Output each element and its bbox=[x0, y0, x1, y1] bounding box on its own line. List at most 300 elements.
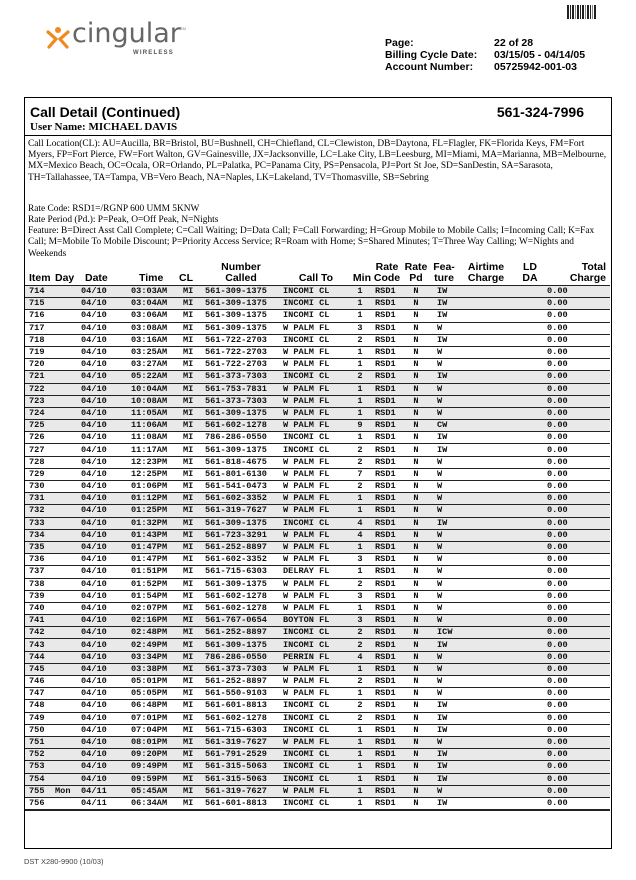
cell-cl: MI bbox=[179, 420, 203, 432]
cell-number: 561-309-1375 bbox=[203, 639, 279, 651]
cell-feature: W bbox=[429, 578, 459, 590]
brand-sub: WIRELESS bbox=[133, 50, 174, 56]
cell-rate-code: RSD1 bbox=[371, 761, 403, 773]
cell-feature: IW bbox=[429, 444, 459, 456]
cell-cl: MI bbox=[179, 359, 203, 371]
cell-number: 561-602-1278 bbox=[203, 590, 279, 602]
cell-item: 727 bbox=[25, 444, 55, 456]
cell-cl: MI bbox=[179, 639, 203, 651]
cell-date: 04/10 bbox=[81, 371, 121, 383]
cell-min: 1 bbox=[349, 663, 371, 675]
cell-time: 01:51PM bbox=[121, 566, 179, 578]
cell-rate-code: RSD1 bbox=[371, 541, 403, 553]
cell-airtime bbox=[459, 724, 513, 736]
cell-time: 01:25PM bbox=[121, 505, 179, 517]
cell-date: 04/10 bbox=[81, 627, 121, 639]
cell-min: 3 bbox=[349, 590, 371, 602]
cell-call-to: INCOMI CL bbox=[279, 286, 349, 298]
cell-day bbox=[55, 602, 81, 614]
col-day: Day bbox=[55, 272, 75, 284]
account-info bbox=[385, 37, 585, 73]
rate-period-legend: Rate Period (Pd.): P=Peak, O=Off Peak, N=Nights bbox=[28, 215, 219, 226]
cell-rate-pd: N bbox=[403, 602, 429, 614]
cell-number: 561-315-5063 bbox=[203, 773, 279, 785]
cell-call-to: DELRAY FL bbox=[279, 566, 349, 578]
cell-feature: W bbox=[429, 346, 459, 358]
cell-date: 04/10 bbox=[81, 749, 121, 761]
cell-rate-pd: N bbox=[403, 736, 429, 748]
cell-number: 561-602-1278 bbox=[203, 712, 279, 724]
cell-airtime bbox=[459, 761, 513, 773]
cell-airtime bbox=[459, 346, 513, 358]
cell-date: 04/10 bbox=[81, 346, 121, 358]
cell-cl: MI bbox=[179, 785, 203, 797]
cell-date: 04/10 bbox=[81, 529, 121, 541]
cell-total: 0.00 bbox=[547, 346, 610, 358]
cell-item: 754 bbox=[25, 773, 55, 785]
cell-total: 0.00 bbox=[547, 541, 610, 553]
cell-airtime bbox=[459, 615, 513, 627]
cell-date: 04/10 bbox=[81, 615, 121, 627]
cell-call-to: W PALM FL bbox=[279, 383, 349, 395]
cell-day: Mon bbox=[55, 785, 81, 797]
cell-call-to: INCOMI CL bbox=[279, 627, 349, 639]
table-row bbox=[25, 517, 610, 529]
cell-cl: MI bbox=[179, 602, 203, 614]
cell-time: 01:52PM bbox=[121, 578, 179, 590]
table-row bbox=[25, 688, 610, 700]
table-header-row bbox=[25, 262, 610, 286]
cell-ld bbox=[513, 541, 547, 553]
table-row bbox=[25, 334, 610, 346]
cell-min: 1 bbox=[349, 761, 371, 773]
cell-total: 0.00 bbox=[547, 651, 610, 663]
trademark: TM bbox=[180, 26, 186, 31]
cell-number: 561-319-7627 bbox=[203, 505, 279, 517]
cell-min: 1 bbox=[349, 432, 371, 444]
cell-min: 3 bbox=[349, 554, 371, 566]
cell-min: 1 bbox=[349, 505, 371, 517]
cell-feature: W bbox=[429, 456, 459, 468]
cell-date: 04/10 bbox=[81, 310, 121, 322]
cell-cl: MI bbox=[179, 554, 203, 566]
cell-call-to: BOYTON FL bbox=[279, 615, 349, 627]
cell-rate-pd: N bbox=[403, 371, 429, 383]
cell-total: 0.00 bbox=[547, 420, 610, 432]
cell-rate-code: RSD1 bbox=[371, 395, 403, 407]
cell-feature: W bbox=[429, 566, 459, 578]
cell-cl: MI bbox=[179, 700, 203, 712]
cell-rate-code: RSD1 bbox=[371, 456, 403, 468]
cell-number: 561-723-3291 bbox=[203, 529, 279, 541]
cell-total: 0.00 bbox=[547, 700, 610, 712]
cell-day bbox=[55, 310, 81, 322]
cell-item: 718 bbox=[25, 334, 55, 346]
cell-ld bbox=[513, 359, 547, 371]
cell-ld bbox=[513, 517, 547, 529]
col-feature: Fea- ture bbox=[433, 261, 455, 284]
cell-total: 0.00 bbox=[547, 468, 610, 480]
cell-ld bbox=[513, 773, 547, 785]
cell-feature: IW bbox=[429, 724, 459, 736]
cell-rate-pd: N bbox=[403, 468, 429, 480]
cell-ld bbox=[513, 334, 547, 346]
cell-total: 0.00 bbox=[547, 602, 610, 614]
cell-call-to: W PALM FL bbox=[279, 590, 349, 602]
cell-ld bbox=[513, 785, 547, 797]
cell-airtime bbox=[459, 627, 513, 639]
cell-airtime bbox=[459, 676, 513, 688]
cell-call-to: INCOMI CL bbox=[279, 712, 349, 724]
cell-rate-code: RSD1 bbox=[371, 310, 403, 322]
cell-day bbox=[55, 298, 81, 310]
cell-ld bbox=[513, 749, 547, 761]
table-row bbox=[25, 736, 610, 748]
cell-item: 740 bbox=[25, 602, 55, 614]
cell-cl: MI bbox=[179, 797, 203, 810]
cell-cl: MI bbox=[179, 627, 203, 639]
cell-item: 716 bbox=[25, 310, 55, 322]
billing-cycle-value: 03/15/05 - 04/14/05 bbox=[494, 49, 586, 61]
cell-date: 04/10 bbox=[81, 359, 121, 371]
cell-time: 03:34PM bbox=[121, 651, 179, 663]
cell-total: 0.00 bbox=[547, 590, 610, 602]
cell-feature: IW bbox=[429, 700, 459, 712]
cell-number: 561-373-7303 bbox=[203, 663, 279, 675]
cell-date: 04/10 bbox=[81, 383, 121, 395]
cell-cl: MI bbox=[179, 493, 203, 505]
call-location-legend: Call Location(CL): AU=Aucilla, BR=Bristol, BU=Bushnell, CH=Chiefland, CL=Clewiston, DB=Daytona, FL=Flagler, FK=Florida Keys, FM=Fort Myers, FP=Fort Pierce, FW=Fort Walton, GV=Gainesville, JX=Jacksonville, LC=Lake City, LB=Leesburg, MI=Miami, MA=Marianna, MB=Melbourne, MX=Mexico Beach, OC=Ocala, OR=Orlando, PL=Palatka, PC=Panama City, PS=Pensacola, PJ=Port St Joe, SD=SanDestin, SA=Sarasota, TH=Tallahassee, TA=Tampa, VB=Vero Beach, NA=Naples, LK=Lakeland, TV=Thomasville, SB=Sebring bbox=[28, 139, 607, 183]
col-time: Time bbox=[139, 272, 164, 284]
cell-day bbox=[55, 712, 81, 724]
feature-legend: Feature: B=Direct Asst Call Complete; C=Call Waiting; D=Data Call; F=Call Forwarding; H=Group Mobile to Mobile Calls; I=Incoming Call; K=Fax Call; M=Mobile To Mobile Discount; P=Priority Access Service; R=Roam with Home; S=Shared Minutes; T=Three Way Calling; W=Nights and Weekends bbox=[28, 226, 595, 259]
cell-rate-code: RSD1 bbox=[371, 298, 403, 310]
cell-min: 1 bbox=[349, 383, 371, 395]
table-row bbox=[25, 468, 610, 480]
cell-ld bbox=[513, 627, 547, 639]
cell-number: 561-373-7303 bbox=[203, 395, 279, 407]
cell-day bbox=[55, 566, 81, 578]
cell-rate-code: RSD1 bbox=[371, 505, 403, 517]
cell-rate-pd: N bbox=[403, 322, 429, 334]
cell-date: 04/10 bbox=[81, 298, 121, 310]
cell-rate-pd: N bbox=[403, 627, 429, 639]
cell-airtime bbox=[459, 554, 513, 566]
table-row bbox=[25, 298, 610, 310]
cell-call-to: W PALM FL bbox=[279, 346, 349, 358]
cell-rate-code: RSD1 bbox=[371, 517, 403, 529]
cell-min: 1 bbox=[349, 749, 371, 761]
cell-rate-code: RSD1 bbox=[371, 286, 403, 298]
cell-call-to: W PALM FL bbox=[279, 481, 349, 493]
cell-item: 734 bbox=[25, 529, 55, 541]
cell-day bbox=[55, 432, 81, 444]
cell-min: 1 bbox=[349, 395, 371, 407]
cell-total: 0.00 bbox=[547, 663, 610, 675]
cell-number: 786-286-0550 bbox=[203, 432, 279, 444]
cell-call-to: INCOMI CL bbox=[279, 797, 349, 810]
user-name: User Name: MICHAEL DAVIS bbox=[30, 121, 178, 133]
cell-rate-code: RSD1 bbox=[371, 676, 403, 688]
cell-time: 11:08AM bbox=[121, 432, 179, 444]
cell-feature: W bbox=[429, 736, 459, 748]
cell-cl: MI bbox=[179, 407, 203, 419]
cell-rate-pd: N bbox=[403, 724, 429, 736]
cell-min: 2 bbox=[349, 456, 371, 468]
cell-min: 7 bbox=[349, 468, 371, 480]
cell-rate-pd: N bbox=[403, 541, 429, 553]
cell-cl: MI bbox=[179, 651, 203, 663]
cell-cl: MI bbox=[179, 736, 203, 748]
cell-total: 0.00 bbox=[547, 578, 610, 590]
cell-time: 03:04AM bbox=[121, 298, 179, 310]
cell-rate-code: RSD1 bbox=[371, 481, 403, 493]
cell-airtime bbox=[459, 310, 513, 322]
cell-airtime bbox=[459, 541, 513, 553]
cell-number: 561-818-4675 bbox=[203, 456, 279, 468]
cell-time: 02:16PM bbox=[121, 615, 179, 627]
legend bbox=[25, 136, 611, 260]
cell-number: 561-309-1375 bbox=[203, 310, 279, 322]
cell-time: 11:06AM bbox=[121, 420, 179, 432]
cell-time: 10:04AM bbox=[121, 383, 179, 395]
cell-call-to: PERRIN FL bbox=[279, 651, 349, 663]
cell-ld bbox=[513, 761, 547, 773]
cell-time: 01:54PM bbox=[121, 590, 179, 602]
cell-cl: MI bbox=[179, 322, 203, 334]
cell-item: 747 bbox=[25, 688, 55, 700]
cell-day bbox=[55, 736, 81, 748]
cell-day bbox=[55, 541, 81, 553]
cell-date: 04/10 bbox=[81, 761, 121, 773]
cell-total: 0.00 bbox=[547, 334, 610, 346]
cell-ld bbox=[513, 493, 547, 505]
cell-feature: W bbox=[429, 651, 459, 663]
table-row bbox=[25, 749, 610, 761]
cell-cl: MI bbox=[179, 517, 203, 529]
cell-airtime bbox=[459, 736, 513, 748]
cell-total: 0.00 bbox=[547, 749, 610, 761]
table-row bbox=[25, 578, 610, 590]
cell-total: 0.00 bbox=[547, 529, 610, 541]
cell-airtime bbox=[459, 700, 513, 712]
cell-rate-pd: N bbox=[403, 590, 429, 602]
cell-airtime bbox=[459, 749, 513, 761]
cell-rate-pd: N bbox=[403, 676, 429, 688]
cell-airtime bbox=[459, 371, 513, 383]
cell-date: 04/10 bbox=[81, 493, 121, 505]
cell-date: 04/10 bbox=[81, 334, 121, 346]
cell-feature: IW bbox=[429, 797, 459, 810]
cell-min: 1 bbox=[349, 688, 371, 700]
cell-total: 0.00 bbox=[547, 505, 610, 517]
cell-cl: MI bbox=[179, 334, 203, 346]
cell-number: 561-767-0654 bbox=[203, 615, 279, 627]
cell-rate-code: RSD1 bbox=[371, 749, 403, 761]
cell-ld bbox=[513, 298, 547, 310]
cell-feature: IW bbox=[429, 517, 459, 529]
cell-time: 01:06PM bbox=[121, 481, 179, 493]
cell-number: 561-309-1375 bbox=[203, 298, 279, 310]
table-row bbox=[25, 529, 610, 541]
cell-call-to: INCOMI CL bbox=[279, 432, 349, 444]
cell-feature: IW bbox=[429, 761, 459, 773]
cell-total: 0.00 bbox=[547, 481, 610, 493]
cell-airtime bbox=[459, 797, 513, 810]
cell-rate-code: RSD1 bbox=[371, 615, 403, 627]
cell-time: 09:20PM bbox=[121, 749, 179, 761]
cell-call-to: INCOMI CL bbox=[279, 444, 349, 456]
cell-item: 726 bbox=[25, 432, 55, 444]
cell-item: 738 bbox=[25, 578, 55, 590]
cell-feature: W bbox=[429, 383, 459, 395]
table-row bbox=[25, 712, 610, 724]
cell-date: 04/10 bbox=[81, 712, 121, 724]
cell-min: 1 bbox=[349, 736, 371, 748]
table-row bbox=[25, 505, 610, 517]
cell-number: 561-601-8813 bbox=[203, 700, 279, 712]
cell-total: 0.00 bbox=[547, 761, 610, 773]
cell-ld bbox=[513, 310, 547, 322]
cell-item: 739 bbox=[25, 590, 55, 602]
cell-day bbox=[55, 627, 81, 639]
cell-call-to: INCOMI CL bbox=[279, 724, 349, 736]
cell-min: 1 bbox=[349, 298, 371, 310]
cell-item: 735 bbox=[25, 541, 55, 553]
cell-feature: W bbox=[429, 407, 459, 419]
col-total-charge: Total Charge bbox=[569, 261, 606, 284]
cell-item: 730 bbox=[25, 481, 55, 493]
cell-rate-pd: N bbox=[403, 298, 429, 310]
cell-time: 10:08AM bbox=[121, 395, 179, 407]
col-number-called: Number Called bbox=[221, 261, 261, 284]
col-ld-da: LD DA bbox=[522, 261, 538, 284]
cell-item: 731 bbox=[25, 493, 55, 505]
cell-rate-code: RSD1 bbox=[371, 407, 403, 419]
table-row bbox=[25, 444, 610, 456]
cell-number: 561-252-8897 bbox=[203, 541, 279, 553]
cell-cl: MI bbox=[179, 724, 203, 736]
cell-time: 02:49PM bbox=[121, 639, 179, 651]
cell-rate-pd: N bbox=[403, 578, 429, 590]
cell-date: 04/10 bbox=[81, 736, 121, 748]
cell-ld bbox=[513, 590, 547, 602]
cell-airtime bbox=[459, 468, 513, 480]
cell-call-to: W PALM FL bbox=[279, 529, 349, 541]
cell-ld bbox=[513, 639, 547, 651]
cell-time: 09:49PM bbox=[121, 761, 179, 773]
cell-number: 561-602-3352 bbox=[203, 554, 279, 566]
col-min: Min bbox=[352, 272, 371, 284]
cell-airtime bbox=[459, 639, 513, 651]
cell-day bbox=[55, 797, 81, 810]
cell-feature: W bbox=[429, 481, 459, 493]
table-row bbox=[25, 724, 610, 736]
cell-min: 2 bbox=[349, 444, 371, 456]
cell-rate-pd: N bbox=[403, 310, 429, 322]
cell-total: 0.00 bbox=[547, 797, 610, 810]
call-detail-section bbox=[24, 97, 612, 849]
cell-rate-pd: N bbox=[403, 517, 429, 529]
cell-number: 561-602-1278 bbox=[203, 420, 279, 432]
table-row bbox=[25, 627, 610, 639]
table-row bbox=[25, 651, 610, 663]
cell-rate-pd: N bbox=[403, 481, 429, 493]
cell-rate-code: RSD1 bbox=[371, 627, 403, 639]
cell-day bbox=[55, 322, 81, 334]
cell-rate-code: RSD1 bbox=[371, 663, 403, 675]
cell-cl: MI bbox=[179, 676, 203, 688]
cell-min: 1 bbox=[349, 566, 371, 578]
cell-rate-code: RSD1 bbox=[371, 371, 403, 383]
cell-time: 01:12PM bbox=[121, 493, 179, 505]
cell-date: 04/10 bbox=[81, 322, 121, 334]
cell-ld bbox=[513, 286, 547, 298]
cell-item: 750 bbox=[25, 724, 55, 736]
cell-day bbox=[55, 286, 81, 298]
cell-day bbox=[55, 456, 81, 468]
cell-number: 561-315-5063 bbox=[203, 761, 279, 773]
cell-date: 04/10 bbox=[81, 724, 121, 736]
table-row bbox=[25, 481, 610, 493]
call-detail-table bbox=[25, 262, 610, 811]
cell-day bbox=[55, 420, 81, 432]
cell-day bbox=[55, 761, 81, 773]
cell-time: 12:25PM bbox=[121, 468, 179, 480]
cell-rate-pd: N bbox=[403, 566, 429, 578]
cell-time: 01:43PM bbox=[121, 529, 179, 541]
cell-rate-pd: N bbox=[403, 505, 429, 517]
cell-call-to: W PALM FL bbox=[279, 736, 349, 748]
cell-ld bbox=[513, 371, 547, 383]
cell-feature: W bbox=[429, 529, 459, 541]
cell-time: 03:08AM bbox=[121, 322, 179, 334]
cingular-logo bbox=[46, 20, 196, 64]
cell-item: 746 bbox=[25, 676, 55, 688]
cell-time: 01:32PM bbox=[121, 517, 179, 529]
cell-rate-pd: N bbox=[403, 444, 429, 456]
cell-time: 07:04PM bbox=[121, 724, 179, 736]
cell-date: 04/10 bbox=[81, 590, 121, 602]
cell-item: 737 bbox=[25, 566, 55, 578]
cell-min: 1 bbox=[349, 785, 371, 797]
cell-feature: ICW bbox=[429, 627, 459, 639]
cell-day bbox=[55, 529, 81, 541]
cell-min: 1 bbox=[349, 407, 371, 419]
cell-cl: MI bbox=[179, 773, 203, 785]
cell-total: 0.00 bbox=[547, 310, 610, 322]
cell-number: 561-309-1375 bbox=[203, 407, 279, 419]
cell-day bbox=[55, 688, 81, 700]
cell-min: 1 bbox=[349, 773, 371, 785]
cell-ld bbox=[513, 676, 547, 688]
cell-number: 561-309-1375 bbox=[203, 578, 279, 590]
cell-rate-code: RSD1 bbox=[371, 444, 403, 456]
cell-ld bbox=[513, 481, 547, 493]
table-row bbox=[25, 286, 610, 298]
cell-feature: IW bbox=[429, 371, 459, 383]
cell-min: 9 bbox=[349, 420, 371, 432]
cell-date: 04/10 bbox=[81, 395, 121, 407]
cell-cl: MI bbox=[179, 371, 203, 383]
cell-item: 723 bbox=[25, 395, 55, 407]
cell-min: 2 bbox=[349, 627, 371, 639]
cell-airtime bbox=[459, 432, 513, 444]
cell-call-to: W PALM FL bbox=[279, 456, 349, 468]
cingular-jack-icon bbox=[46, 26, 70, 50]
cell-total: 0.00 bbox=[547, 639, 610, 651]
cell-airtime bbox=[459, 322, 513, 334]
